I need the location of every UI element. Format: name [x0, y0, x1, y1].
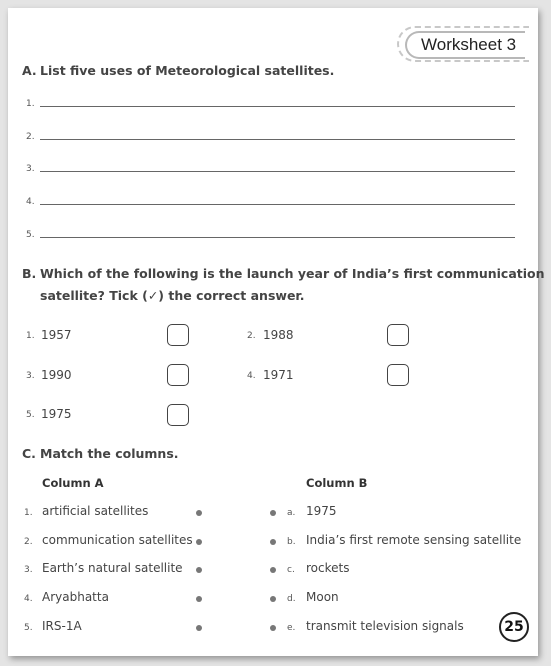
match-b-item: India’s first remote sensing satellite — [306, 533, 522, 547]
match-b-item: Moon — [306, 590, 339, 604]
match-b-letter: a. — [287, 508, 296, 518]
option-number: 3. — [26, 371, 35, 381]
match-a-number: 3. — [24, 565, 33, 575]
match-a-number: 5. — [24, 623, 33, 633]
page-number: 25 — [499, 612, 529, 642]
section-a-heading — [22, 60, 334, 82]
match-a-dot-4[interactable] — [196, 596, 202, 602]
match-a-item: communication satellites — [42, 533, 193, 547]
match-b-dot-e[interactable] — [270, 625, 276, 631]
section-b-heading — [22, 263, 545, 307]
option-value: 1971 — [263, 368, 294, 382]
section-b-letter: B. — [22, 266, 37, 281]
option-value: 1957 — [41, 328, 72, 342]
answer-line-number: 3. — [26, 164, 35, 174]
answer-line-number: 2. — [26, 132, 35, 142]
option-value: 1990 — [41, 368, 72, 382]
match-b-item: 1975 — [306, 504, 337, 518]
match-a-item: IRS-1A — [42, 619, 82, 633]
match-b-item: transmit television signals — [306, 619, 464, 633]
tick-box-1971[interactable] — [387, 364, 409, 386]
match-a-dot-3[interactable] — [196, 567, 202, 573]
worksheet-badge: Worksheet 3 — [405, 31, 525, 59]
match-a-item: Earth’s natural satellite — [42, 561, 183, 575]
section-c-letter: C. — [22, 446, 36, 461]
option-number: 2. — [247, 331, 256, 341]
match-b-dot-a[interactable] — [270, 510, 276, 516]
section-b-question-line1: Which of the following is the launch year of India’s first communication — [40, 266, 545, 281]
section-a-question: List five uses of Meteorological satellites. — [40, 63, 335, 78]
option-value: 1988 — [263, 328, 294, 342]
match-b-letter: d. — [287, 594, 296, 604]
option-number: 4. — [247, 371, 256, 381]
tick-box-1975[interactable] — [167, 404, 189, 426]
match-b-dot-d[interactable] — [270, 596, 276, 602]
match-b-item: rockets — [306, 561, 350, 575]
match-a-number: 2. — [24, 537, 33, 547]
section-b-question-line2: satellite? Tick (✓) the correct answer. — [40, 288, 305, 303]
option-number: 5. — [26, 410, 35, 420]
match-a-dot-1[interactable] — [196, 510, 202, 516]
answer-line-1[interactable] — [26, 99, 35, 109]
match-a-dot-2[interactable] — [196, 539, 202, 545]
answer-line-4[interactable] — [26, 197, 35, 207]
match-b-letter: b. — [287, 537, 296, 547]
match-a-dot-5[interactable] — [196, 625, 202, 631]
column-b-header: Column B — [306, 476, 368, 490]
section-a-letter: A. — [22, 63, 37, 78]
match-b-dot-c[interactable] — [270, 567, 276, 573]
answer-line-number: 1. — [26, 99, 35, 109]
match-b-dot-b[interactable] — [270, 539, 276, 545]
match-a-number: 1. — [24, 508, 33, 518]
tick-box-1990[interactable] — [167, 364, 189, 386]
match-b-letter: c. — [287, 565, 295, 575]
match-b-letter: e. — [287, 623, 296, 633]
option-value: 1975 — [41, 407, 72, 421]
tick-box-1957[interactable] — [167, 324, 189, 346]
answer-line-number: 4. — [26, 197, 35, 207]
column-a-header: Column A — [42, 476, 104, 490]
tick-box-1988[interactable] — [387, 324, 409, 346]
match-a-item: Aryabhatta — [42, 590, 109, 604]
answer-line-number: 5. — [26, 230, 35, 240]
answer-line-5[interactable] — [26, 230, 35, 240]
match-a-item: artificial satellites — [42, 504, 149, 518]
match-a-number: 4. — [24, 594, 33, 604]
option-number: 1. — [26, 331, 35, 341]
section-c-heading — [22, 443, 179, 465]
answer-line-3[interactable] — [26, 164, 35, 174]
answer-line-2[interactable] — [26, 132, 35, 142]
section-c-question: Match the columns. — [40, 446, 179, 461]
